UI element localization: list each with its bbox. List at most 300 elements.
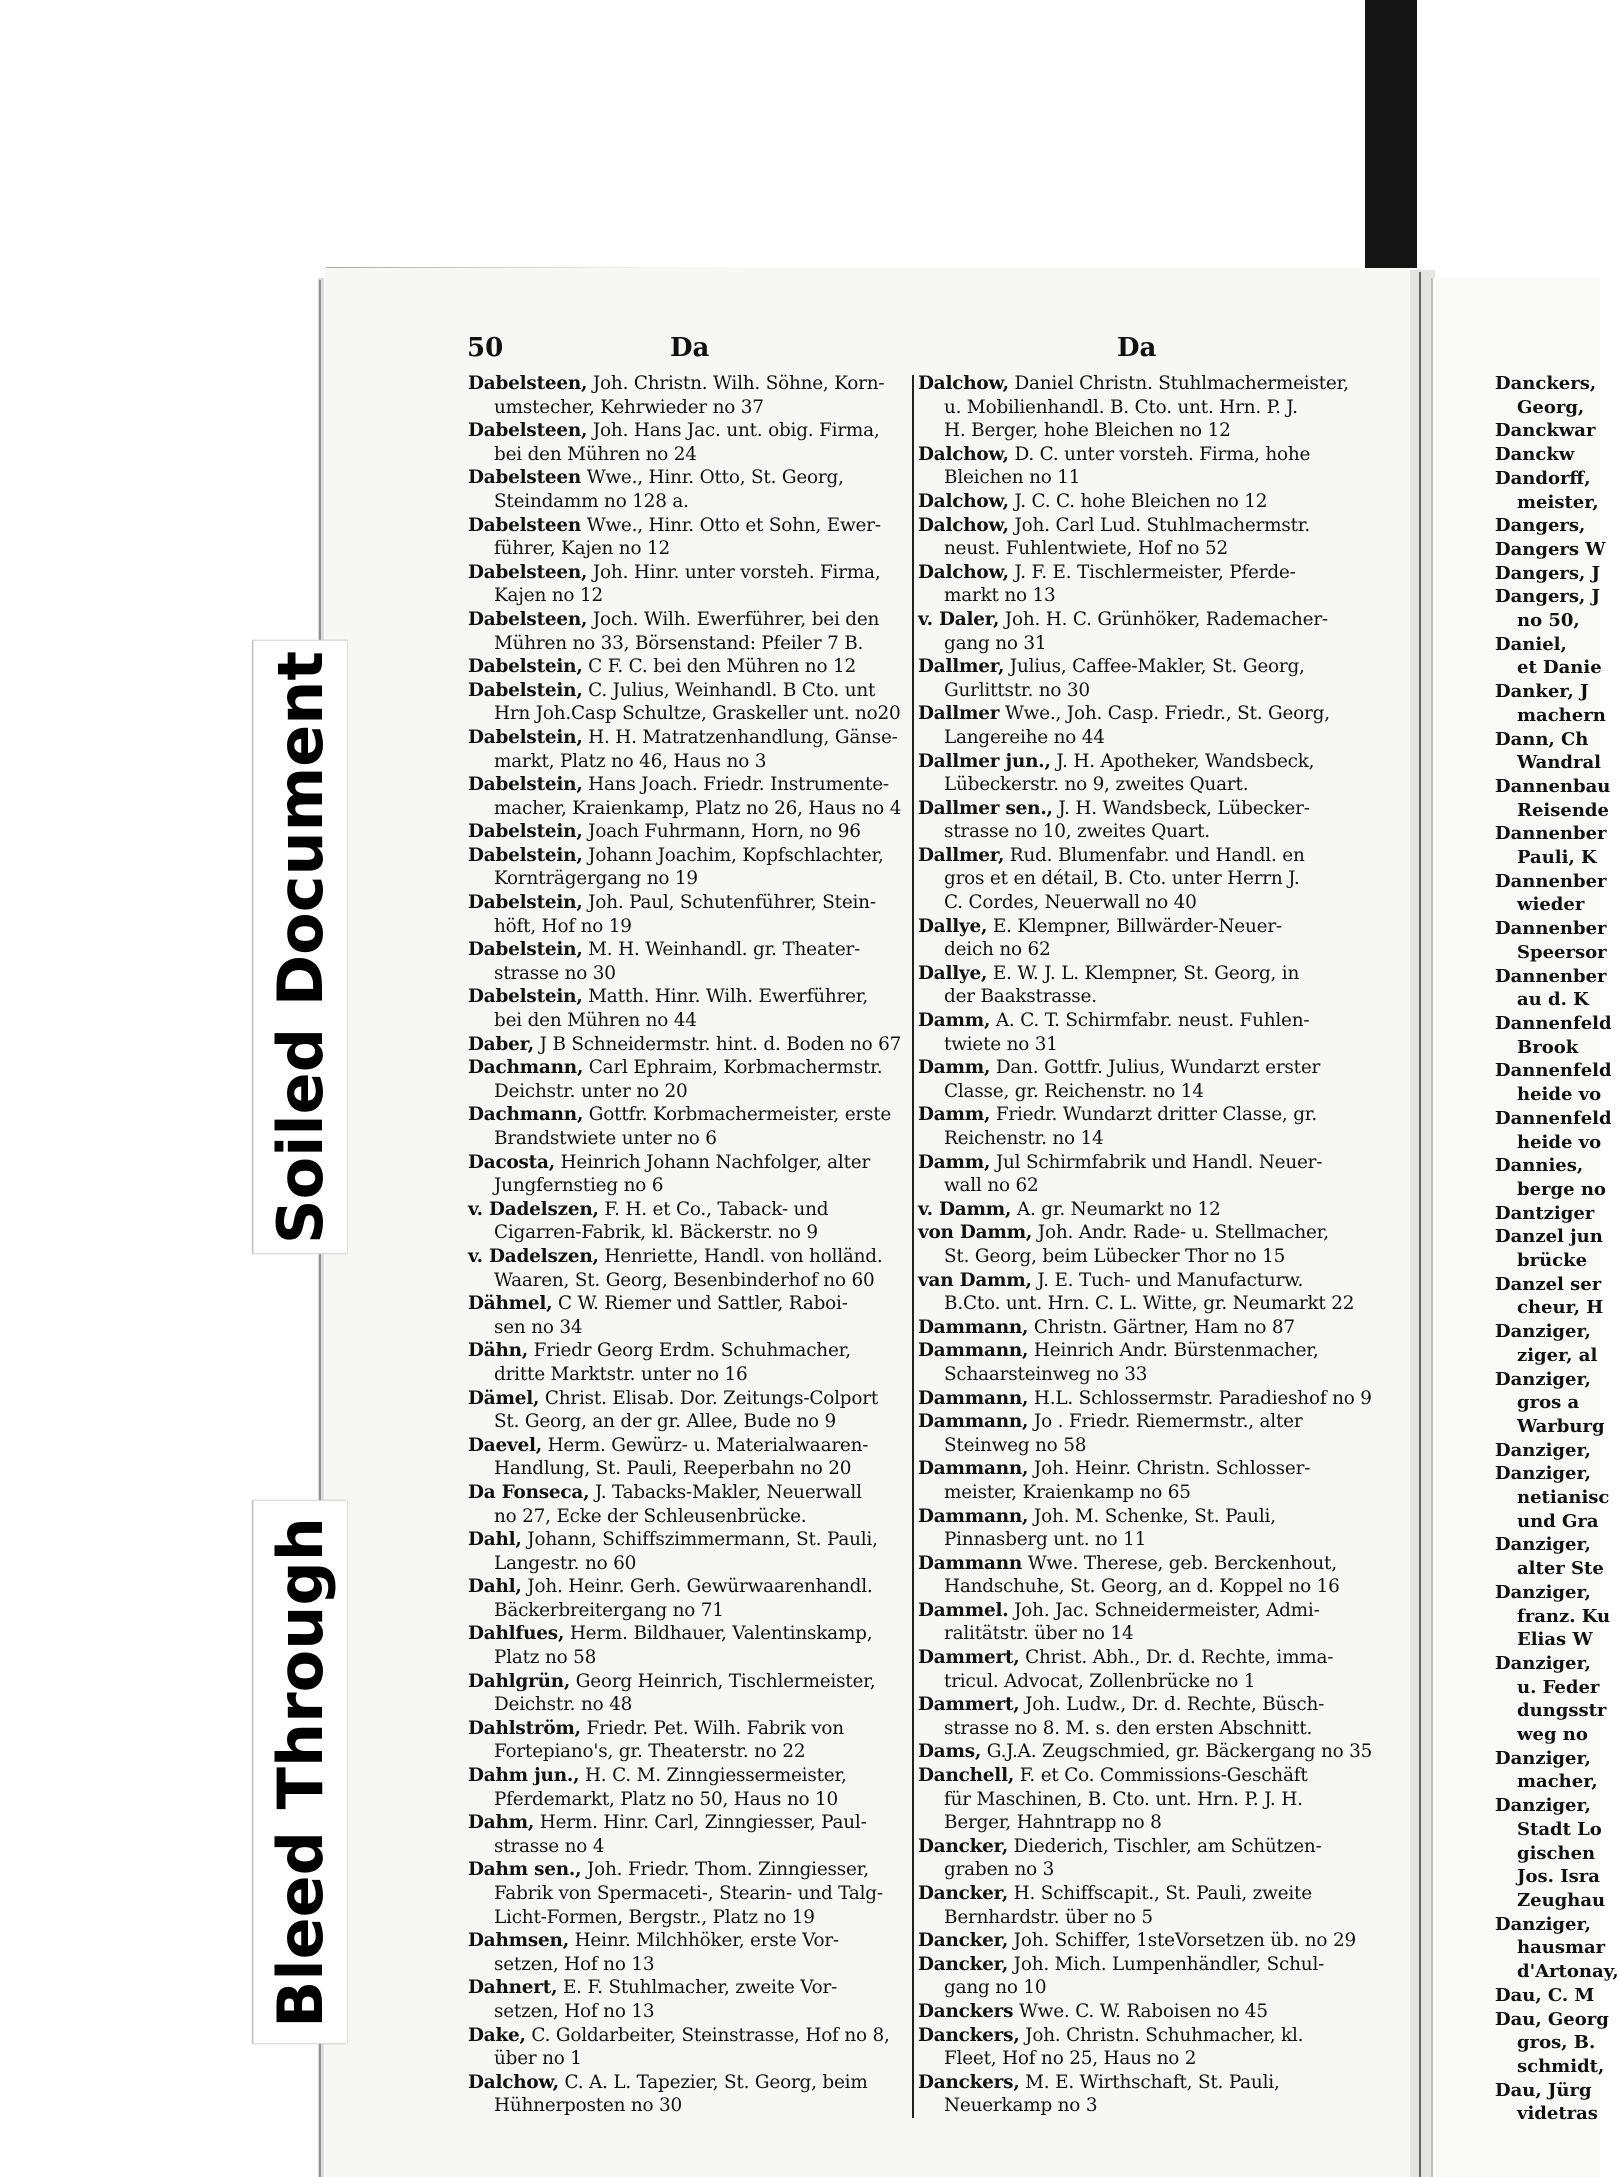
directory-entry [918, 1410, 1373, 1457]
entry-name: Dalchow, [918, 443, 1009, 465]
entry-continuation: meister, Kraienkamp no 65 [944, 1481, 1191, 1503]
entry-name: Dammann, [918, 1340, 1029, 1362]
entry-text: Joch. Wilh. Ewerführer, bei den [587, 608, 880, 630]
fragment-line: brücke [1517, 1250, 1588, 1272]
entry-name: Dähn, [468, 1340, 529, 1362]
entry-name: Dammel. [918, 1599, 1009, 1621]
entry-text: C. Goldarbeiter, Steinstrasse, Hof no 8, [525, 2024, 890, 2046]
entry-continuation: tricul. Advocat, Zollenbrücke no 1 [944, 1670, 1256, 1692]
entry-name: Dahlfues, [468, 1623, 565, 1645]
fragment-line: schmidt, [1517, 2055, 1605, 2077]
directory-entry [468, 1528, 910, 1575]
fragment-line: Wandral [1517, 752, 1601, 774]
header-left: Da [670, 333, 710, 363]
entry-continuation: Kornträgergang no 19 [494, 868, 698, 890]
entry-name: Dammann, [918, 1387, 1029, 1409]
entry-continuation: umstecher, Kehrwieder no 37 [494, 396, 764, 418]
entry-name: Dammann, [918, 1505, 1029, 1527]
directory-entry [918, 1009, 1373, 1056]
entry-name: Dahnert, [468, 1977, 558, 1999]
fragment-line: dungsstr [1517, 1700, 1607, 1722]
fragment-line: cheur, H [1517, 1297, 1604, 1319]
fragment-line: Danziger, [1495, 1439, 1591, 1461]
directory-entry [468, 844, 910, 891]
entry-text: Friedr. Wundarzt dritter Classe, gr. [990, 1104, 1317, 1126]
entry-continuation: höft, Hof no 19 [494, 915, 632, 937]
entry-name: Dacosta, [468, 1151, 555, 1173]
directory-entry [918, 915, 1373, 962]
entry-text: H.L. Schlossermstr. Paradieshof no 9 [1028, 1387, 1372, 1409]
right-page-fragments [1495, 372, 1619, 2126]
entry-continuation: Pferdemarkt, Platz no 50, Haus no 10 [494, 1788, 839, 1810]
entry-name: Damm, [918, 1057, 991, 1079]
directory-entry [918, 1552, 1373, 1599]
entry-line [918, 1198, 1373, 1222]
entry-line [918, 915, 1373, 939]
fragment-line: Danckers, [1495, 373, 1597, 394]
entry-name: Dallmer, [918, 844, 1005, 866]
fragment-line: Dandorff, [1495, 467, 1591, 489]
entry-line [468, 372, 910, 396]
directory-entry [468, 985, 910, 1032]
directory-entry [918, 891, 1373, 915]
directory-entry [918, 1151, 1373, 1198]
fragment-line: videtras [1517, 2103, 1598, 2125]
entry-continuation: graben no 3 [944, 1859, 1055, 1881]
entry-name: Dallye, [918, 962, 988, 984]
entry-name: Dämel, [468, 1387, 540, 1409]
entry-continuation: Steindamm no 128 a. [494, 490, 689, 512]
directory-entry [918, 1693, 1373, 1740]
entry-line [468, 679, 910, 703]
directory-entry [468, 679, 910, 726]
entry-line [468, 1198, 910, 1222]
entry-continuation: Bernhardstr. über no 5 [944, 1906, 1153, 1928]
entry-name: Damm, [918, 1104, 991, 1126]
entry-line [468, 1103, 910, 1127]
entry-name: von Damm, [918, 1222, 1033, 1244]
fragment-line: Dangers W [1495, 538, 1606, 560]
entry-name: Dalchow, [918, 514, 1009, 536]
entry-continuation: Lübeckerstr. no 9, zweites Quart. [944, 774, 1249, 796]
entry-line [468, 514, 910, 538]
entry-text: Christn. Gärtner, Ham no 87 [1028, 1316, 1295, 1338]
entry-text: Friedr Georg Erdm. Schuhmacher, [528, 1340, 851, 1362]
entry-line [468, 1481, 910, 1505]
entry-line [468, 1811, 910, 1835]
entry-continuation: strasse no 10, zweites Quart. [944, 821, 1210, 843]
entry-line [918, 1009, 1373, 1033]
entry-continuation: wall no 62 [944, 1175, 1039, 1197]
entry-name: Dabelstein, [468, 679, 583, 701]
entry-continuation: Handlung, St. Pauli, Reeperbahn no 20 [494, 1458, 852, 1480]
entry-name: Dahmsen, [468, 1930, 569, 1952]
fragment-line: Dannenber [1495, 918, 1607, 940]
entry-line [468, 1670, 910, 1694]
entry-name: Daber, [468, 1033, 534, 1055]
directory-entry [468, 1103, 910, 1150]
entry-continuation: Schaarsteinweg no 33 [944, 1363, 1148, 1385]
middle-column [918, 372, 1373, 2118]
entry-text: Joh. Jac. Schneidermeister, Admi- [1008, 1599, 1320, 1621]
entry-line [918, 608, 1373, 632]
entry-name: Dachmann, [468, 1104, 584, 1126]
fragment-line: Dangers, J [1495, 586, 1601, 608]
entry-text: Georg Heinrich, Tischlermeister, [570, 1670, 876, 1692]
fragment-line: Dannenber [1495, 870, 1607, 892]
entry-continuation: Bleichen no 11 [944, 467, 1081, 489]
entry-text: Jul Schirmfabrik und Handl. Neuer- [990, 1151, 1323, 1173]
entry-line [468, 1434, 910, 1458]
fragment-line: gros, B. [1517, 2032, 1596, 2054]
entry-line [918, 1410, 1373, 1434]
fragment-line: Dau, C. M [1495, 1984, 1595, 2006]
entry-text: Joh. Friedr. Thom. Zinngiesser, [581, 1859, 869, 1881]
entry-line [468, 561, 910, 585]
entry-text: Joh. Mich. Lumpenhändler, Schul- [1008, 1953, 1325, 1975]
entry-continuation: ralitätstr. über no 14 [944, 1623, 1134, 1645]
directory-entry [918, 1953, 1373, 2000]
entry-name: Danckers, [918, 2071, 1020, 2093]
entry-text: Julius, Caffee-Makler, St. Georg, [1004, 656, 1305, 678]
entry-line [918, 2000, 1373, 2024]
entry-continuation: für Maschinen, B. Cto. unt. Hrn. P. J. H. [944, 1788, 1303, 1810]
entry-name: Dahlström, [468, 1717, 581, 1739]
entry-text: Joh. Carl Lud. Stuhlmachermstr. [1008, 514, 1310, 536]
entry-continuation: setzen, Hof no 13 [494, 2000, 655, 2022]
directory-entry [468, 1575, 910, 1622]
entry-text: Friedr. Pet. Wilh. Fabrik von [580, 1717, 844, 1739]
directory-entry [918, 1056, 1373, 1103]
entry-name: Dallmer, [918, 656, 1005, 678]
entry-text: H. H. Matratzenhandlung, Gänse- [582, 726, 898, 748]
fragment-line: Reisende [1517, 799, 1609, 821]
entry-name: Dallmer [918, 703, 1000, 725]
entry-name: Dabelstein, [468, 656, 583, 678]
entry-name: Dallmer jun., [918, 750, 1051, 772]
entry-name: Dancker, [918, 1883, 1009, 1904]
fragment-line: Warburg [1517, 1415, 1605, 1437]
directory-entry [918, 1835, 1373, 1882]
entry-line [468, 1929, 910, 1953]
entry-text: C W. Riemer und Sattler, Raboi- [552, 1293, 848, 1315]
directory-entry [918, 1929, 1373, 1953]
entry-continuation: Hrn Joh.Casp Schultze, Graskeller unt. no20 [494, 703, 901, 725]
entry-continuation: setzen, Hof no 13 [494, 1953, 655, 1975]
fragment-line: macher, [1517, 1771, 1598, 1793]
directory-entry [918, 608, 1373, 655]
directory-entry [918, 1387, 1373, 1411]
fragment-line: Dannenfeld [1495, 1060, 1612, 1082]
entry-line [468, 1528, 910, 1552]
entry-line [468, 2024, 910, 2048]
directory-entry [918, 372, 1373, 419]
entry-line [468, 938, 910, 962]
fragment-line: Brook [1517, 1036, 1579, 1058]
entry-text: Wwe., Hinr. Otto et Sohn, Ewer- [581, 514, 881, 536]
entry-continuation: Platz no 58 [494, 1647, 597, 1669]
directory-entry [468, 938, 910, 985]
directory-entry [918, 490, 1373, 514]
header-right: Da [1117, 333, 1157, 363]
entry-line [468, 1151, 910, 1175]
fragment-line: no 50, [1517, 610, 1580, 632]
fragment-line: Danzel jun [1495, 1226, 1603, 1248]
entry-name: Dahl, [468, 1576, 522, 1598]
directory-entry [468, 726, 910, 773]
entry-continuation: Handschuhe, St. Georg, an d. Koppel no 16 [944, 1576, 1340, 1598]
fragment-line: au d. K [1517, 989, 1589, 1011]
entry-line [918, 750, 1373, 774]
entry-text: Joh. Paul, Schutenführer, Stein- [582, 892, 876, 914]
fragment-line: Zeughau [1517, 1890, 1606, 1911]
directory-entry [918, 1198, 1373, 1222]
entry-name: Dake, [468, 2024, 526, 2046]
entry-line [468, 1575, 910, 1599]
directory-entry [918, 1646, 1373, 1693]
entry-name: Dammann, [918, 1411, 1029, 1433]
entry-text: Wwe., Hinr. Otto, St. Georg, [581, 467, 844, 489]
entry-text: Heinr. Milchhöker, erste Vor- [568, 1930, 839, 1952]
fragment-line: Dannies, [1495, 1155, 1584, 1177]
entry-text: Johann Joachim, Kopfschlachter, [582, 844, 884, 866]
entry-continuation: Gurlittstr. no 30 [944, 679, 1090, 701]
entry-line [468, 773, 910, 797]
fragment-line: Danziger, [1495, 1913, 1591, 1935]
directory-entry [468, 419, 910, 466]
fragment-line: Dannenbau [1495, 775, 1611, 797]
fragment-line: weg no [1517, 1724, 1588, 1746]
entry-text: A. C. T. Schirmfabr. neust. Fuhlen- [990, 1010, 1310, 1032]
fragment-line: Jos. Isra [1517, 1866, 1600, 1888]
entry-line [918, 372, 1373, 396]
entry-name: Danckers, [918, 2024, 1020, 2046]
entry-continuation: C. Cordes, Neuerwall no 40 [944, 892, 1197, 914]
entry-line [918, 702, 1373, 726]
directory-entry [468, 1387, 910, 1434]
directory-entry [918, 1269, 1373, 1316]
directory-entry [468, 608, 910, 655]
directory-entry [918, 1599, 1373, 1646]
entry-name: Dalchow, [468, 2071, 559, 2093]
entry-name: Dahm sen., [468, 1859, 582, 1881]
entry-text: Joh. Hinr. unter vorsteh. Firma, [587, 561, 881, 583]
entry-text: Joh. Heinr. Christn. Schlosser- [1028, 1458, 1311, 1480]
fragment-line: Danziger, [1495, 1795, 1591, 1817]
entry-continuation: über no 1 [494, 2048, 582, 2070]
entry-text: Heinrich Johann Nachfolger, alter [554, 1151, 871, 1173]
entry-line [468, 608, 910, 632]
entry-name: Dalchow, [918, 561, 1009, 583]
fragment-line: Dau, Georg [1495, 2008, 1609, 2030]
entry-name: Dammert, [918, 1694, 1020, 1716]
directory-entry [468, 773, 910, 820]
entry-name: Dancker, [918, 1930, 1009, 1952]
entry-text: G.J.A. Zeugschmied, gr. Bäckergang no 35 [981, 1741, 1373, 1763]
directory-entry [468, 1198, 910, 1245]
entry-text: C. A. L. Tapezier, St. Georg, beim [558, 2071, 868, 2093]
entry-continuation: sen no 34 [494, 1316, 583, 1338]
entry-text: Henriette, Handl. von holländ. [598, 1245, 883, 1267]
entry-continuation: Cigarren-Fabrik, kl. Bäckerstr. no 9 [494, 1222, 818, 1244]
directory-entry [468, 1056, 910, 1103]
entry-text: J B Schneidermstr. hint. d. Boden no 67 [533, 1033, 902, 1055]
entry-text: Herm. Hinr. Carl, Zinngiesser, Paul- [534, 1812, 867, 1834]
directory-entry [468, 1292, 910, 1339]
fragment-line: berge no [1517, 1178, 1606, 1200]
entry-continuation: Hühnerposten no 30 [494, 2095, 683, 2117]
entry-text: Herm. Gewürz- u. Materialwaaren- [541, 1434, 869, 1456]
directory-entry [918, 443, 1373, 490]
entry-line [918, 490, 1373, 514]
entry-text: J. C. C. hohe Bleichen no 12 [1008, 490, 1268, 512]
fragment-line: Danzel ser [1495, 1273, 1602, 1295]
entry-line [468, 891, 910, 915]
directory-entry [468, 655, 910, 679]
fragment-line: u. Feder [1517, 1676, 1600, 1698]
entry-line [918, 1693, 1373, 1717]
entry-continuation: Jungfernstieg no 6 [494, 1175, 664, 1197]
entry-text: A. gr. Neumarkt no 12 [1011, 1198, 1221, 1220]
entry-continuation: Brandstwiete unter no 6 [494, 1128, 717, 1149]
entry-text: H. Schiffscapit., St. Pauli, zweite [1008, 1883, 1312, 1904]
entry-continuation: führer, Kajen no 12 [494, 538, 670, 560]
entry-continuation: B.Cto. unt. Hrn. C. L. Witte, gr. Neumarkt 22 [944, 1293, 1355, 1315]
entry-line [468, 844, 910, 868]
entry-name: Dabelstein, [468, 821, 583, 843]
fragment-line: Danziger, [1495, 1321, 1591, 1343]
entry-text: F. et Co. Commissions-Geschäft [1014, 1765, 1308, 1787]
fragment-line: machern [1517, 704, 1606, 726]
entry-text: Wwe. C. W. Raboisen no 45 [1013, 2000, 1268, 2022]
entry-name: v. Dadelszen, [468, 1198, 599, 1220]
entry-continuation: der Baakstrasse. [944, 986, 1097, 1008]
entry-line [918, 1457, 1373, 1481]
fragment-line: Dau, Jürg [1495, 2079, 1592, 2101]
entry-continuation: no 27, Ecke der Schleusenbrücke. [494, 1505, 807, 1527]
entry-line [918, 561, 1373, 585]
fragment-line: Dantziger [1495, 1202, 1595, 1224]
entry-line [468, 1292, 910, 1316]
fragment-line: alter Ste [1517, 1558, 1604, 1580]
fragment-line: Speersor [1517, 941, 1607, 963]
entry-continuation: dritte Marktstr. unter no 16 [494, 1363, 748, 1385]
fragment-line: Dangers, J [1495, 562, 1601, 584]
fragment-line: Danziger, [1495, 1581, 1591, 1603]
entry-name: Dabelstein, [468, 726, 583, 748]
entry-continuation: Steinweg no 58 [944, 1434, 1087, 1456]
entry-name: Dalchow, [918, 490, 1009, 512]
fragment-line: et Danie [1517, 657, 1602, 679]
entry-text: D. C. unter vorsteh. Firma, hohe [1008, 443, 1311, 465]
directory-entry [468, 466, 910, 513]
fragment-line: d'Artonay, [1517, 1961, 1619, 1983]
directory-entry [918, 2000, 1373, 2024]
entry-text: H. C. M. Zinngiessermeister, [579, 1765, 847, 1787]
entry-continuation: bei den Mühren no 24 [494, 443, 697, 465]
entry-continuation: Neuerkamp no 3 [944, 2095, 1098, 2117]
fragment-line: hausmar [1517, 1937, 1606, 1959]
entry-line [918, 1387, 1373, 1411]
entry-line [918, 443, 1373, 467]
entry-text: J. E. Tuch- und Manufacturw. [1031, 1269, 1304, 1291]
directory-entry [918, 750, 1373, 797]
entry-line [468, 820, 910, 844]
fragment-line: Stadt Lo [1517, 1818, 1602, 1840]
bleed-through-tab [253, 1500, 348, 2044]
fragment-line: Dannenber [1495, 965, 1607, 987]
fragment-line: Pauli, K [1517, 847, 1597, 869]
directory-entry [918, 702, 1373, 749]
entry-continuation: Fleet, Hof no 25, Haus no 2 [944, 2048, 1197, 2070]
entry-name: Dabelstein, [468, 986, 583, 1008]
directory-entry [468, 820, 910, 844]
entry-name: Dahlgrün, [468, 1670, 571, 1692]
directory-entry [918, 962, 1373, 1009]
entry-continuation: twiete no 31 [944, 1033, 1058, 1055]
entry-continuation: Bäckerbreitergang no 71 [494, 1599, 724, 1621]
directory-entry [918, 844, 1373, 891]
directory-entry [918, 1316, 1373, 1340]
directory-entry [468, 1245, 910, 1292]
entry-continuation: Berger, Hahntrapp no 8 [944, 1812, 1162, 1834]
entry-continuation: strasse no 4 [494, 1835, 605, 1857]
entry-text: Jo . Friedr. Riemermstr., alter [1028, 1411, 1303, 1433]
entry-continuation: Fortepiano's, gr. Theaterstr. no 22 [494, 1741, 806, 1763]
entry-continuation: neust. Fuhlentwiete, Hof no 52 [944, 538, 1228, 560]
entry-line [468, 1339, 910, 1363]
entry-text: C F. C. bei den Mühren no 12 [582, 656, 856, 678]
entry-name: Dachmann, [468, 1057, 584, 1079]
directory-entry [918, 514, 1373, 561]
fragment-line: Daniel, [1495, 633, 1567, 655]
entry-line [918, 844, 1373, 868]
directory-entry [468, 1481, 910, 1528]
entry-continuation: gang no 10 [944, 1977, 1047, 1999]
directory-entry [468, 514, 910, 561]
entry-continuation: markt, Platz no 46, Haus no 3 [494, 750, 767, 772]
entry-name: Dammert, [918, 1647, 1020, 1669]
entry-text: Matth. Hinr. Wilh. Ewerführer, [582, 986, 869, 1008]
directory-entry [468, 1858, 910, 1905]
fragment-line: Dann, Ch [1495, 728, 1589, 750]
entry-line [918, 1740, 1373, 1764]
fragment-line: netianisc [1517, 1487, 1610, 1509]
entry-text: Joh. M. Schenke, St. Pauli, [1028, 1505, 1276, 1527]
fragment-line: Dannenber [1495, 823, 1607, 845]
entry-line [468, 1622, 910, 1646]
entry-line [468, 419, 910, 443]
entry-name: Dahl, [468, 1529, 522, 1551]
directory-entry [468, 891, 910, 938]
entry-line [918, 1835, 1373, 1859]
entry-name: Danchell, [918, 1765, 1015, 1787]
entry-text: Joh. Hans Jac. unt. obig. Firma, [587, 420, 880, 442]
entry-line [468, 1056, 910, 1080]
soiled-document-tab [253, 640, 348, 1254]
fragment-line: heide vo [1517, 1131, 1602, 1153]
entry-line [918, 655, 1373, 679]
entry-continuation: Pinnasberg unt. no 11 [944, 1529, 1147, 1551]
bleed-through-label: Bleed Through [264, 1516, 337, 2028]
fragment-line: meister, [1517, 491, 1599, 513]
entry-text: Johann, Schiffszimmermann, St. Pauli, [521, 1529, 878, 1551]
entry-continuation: Mühren no 33, Börsenstand: Pfeiler 7 B. [494, 632, 864, 654]
entry-line [468, 1764, 910, 1788]
entry-line [918, 962, 1373, 986]
entry-continuation: St. Georg, an der gr. Allee, Bude no 9 [494, 1411, 836, 1433]
entry-text: F. H. et Co., Taback- und [598, 1198, 829, 1220]
